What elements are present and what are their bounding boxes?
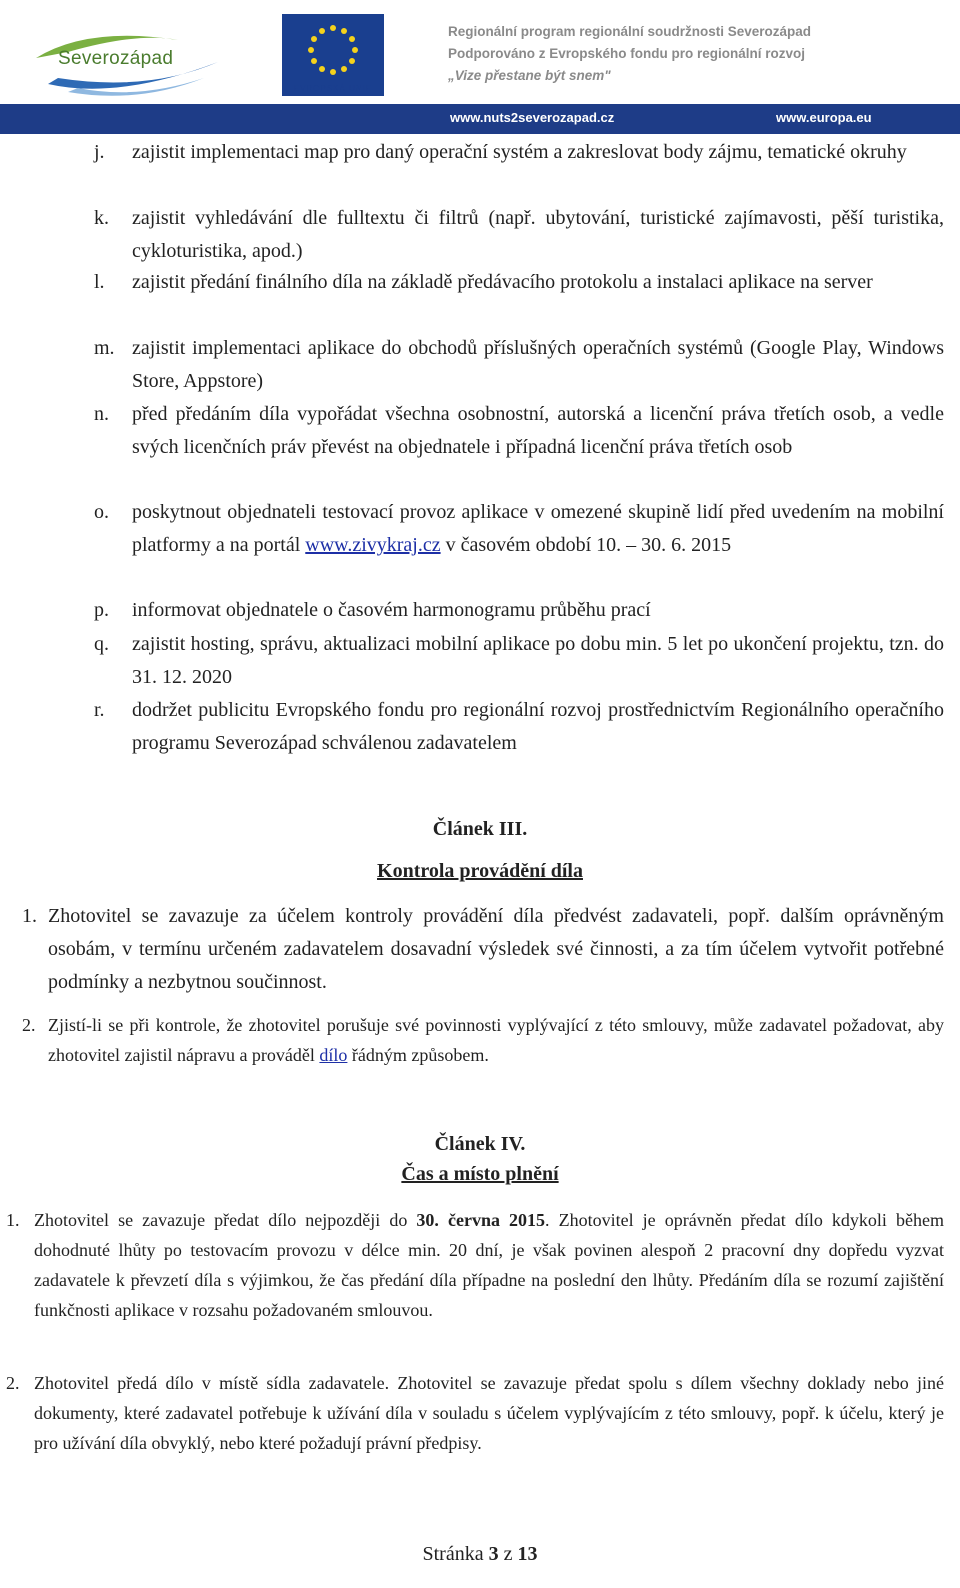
list-text: zajistit vyhledávání dle fulltextu či filtrů (např. ubytování, turistické zajímavosti, pěší turistika, cykloturistika, apod.) <box>132 207 944 262</box>
total-pages: 13 <box>517 1543 538 1565</box>
fund-name: Podporováno z Evropského fondu pro regionální rozvoj <box>448 46 806 61</box>
list-text: zajistit implementaci aplikace do obchodů příslušných operačních systémů (Google Play, Windows Store, Appstore) <box>132 337 944 392</box>
list-item <box>94 694 944 760</box>
list-label: n. <box>94 403 109 425</box>
article-4-subtitle <box>0 1163 960 1186</box>
footer-prefix: Stránka <box>422 1543 489 1565</box>
para-label: 2. <box>22 1015 36 1035</box>
para-text-part: Zjistí-li se při kontrole, že zhotovitel porušuje své povinnosti vyplývající z této smlouvy, může zadavatel požadovat, aby zhotovitel zajistil nápravu a prováděl <box>48 1015 944 1065</box>
list-item <box>94 594 944 627</box>
zivykraj-link[interactable]: www.zivykraj.cz <box>305 534 441 556</box>
list-item <box>94 398 944 464</box>
article-4-subtitle-text: Čas a místo plnění <box>401 1163 559 1185</box>
list-item <box>94 266 944 299</box>
para-text: Zhotovitel předá dílo v místě sídla zadavatele. Zhotovitel se zavazuje předat spolu s dílem všechny doklady nebo jiné dokumenty, které zadavatel potřebuje k užívání díla v souladu s účelem vyplývajícím z této smlouvy, popř. k účelu, který je pro užívání díla obvyklý, nebo které požadují právní předpisy. <box>34 1373 944 1453</box>
list-label: p. <box>94 599 109 621</box>
article-3-para-2 <box>22 1010 944 1070</box>
article-3-title: Článek III. <box>432 818 528 840</box>
list-item <box>94 202 944 268</box>
list-label: m. <box>94 337 115 359</box>
logo-text: Severozápad <box>58 48 174 69</box>
list-text <box>132 496 944 562</box>
slogan: „Vize přestane být snem" <box>448 68 611 83</box>
para-label: 1. <box>6 1210 20 1230</box>
para-text <box>48 1010 944 1070</box>
para-text: Zhotovitel se zavazuje za účelem kontroly provádění díla předvést zadavateli, popř. dalším oprávněným osobám, v termínu určeném zadavatelem dosavadní výsledek své činnosti, a za tím účelem vytvořit potřebné podmínky a nezbytnou součinnost. <box>48 905 944 993</box>
para-label: 2. <box>6 1373 20 1393</box>
para-text-part: řádným způsobem. <box>347 1045 489 1065</box>
list-text: zajistit předání finálního díla na základě předávacího protokolu a instalaci aplikace na server <box>132 271 873 293</box>
nuts2-url[interactable]: www.nuts2severozapad.cz <box>450 110 615 125</box>
list-text: zajistit implementaci map pro daný operační systém a zakreslovat body zájmu, tematické okruhy <box>132 141 907 163</box>
current-page: 3 <box>488 1543 499 1565</box>
list-label: q. <box>94 633 109 655</box>
article-3-subtitle-text: Kontrola provádění díla <box>377 860 583 882</box>
article-4-title: Článek IV. <box>434 1133 526 1155</box>
europa-url[interactable]: www.europa.eu <box>776 110 872 125</box>
list-text: informovat objednatele o časovém harmonogramu průběhu prací <box>132 599 651 621</box>
list-text-part: v časovém období 10. – 30. 6. 2015 <box>440 534 732 556</box>
list-item <box>94 628 944 694</box>
list-label: o. <box>94 501 109 523</box>
para-text-part: Zhotovitel se zavazuje předat dílo nejpozději do <box>34 1210 417 1230</box>
list-label: l. <box>94 271 105 293</box>
para-text <box>34 1205 944 1325</box>
list-item <box>94 496 944 562</box>
footer-mid: z <box>498 1543 518 1565</box>
article-3-subtitle <box>0 860 960 883</box>
list-text: dodržet publicitu Evropského fondu pro regionální rozvoj prostřednictvím Regionálního operačního programu Severozápad schválenou zadavatelem <box>132 699 944 754</box>
list-label: j. <box>94 141 105 163</box>
list-text: před předáním díla vypořádat všechna osobnostní, autorská a licenční práva třetích osob, a vedle svých licenčních práv převést na objednatele i případná licenční práva třetích osob <box>132 403 944 458</box>
list-item <box>94 332 944 398</box>
article-3-para-1 <box>22 900 944 999</box>
header-banner <box>0 0 960 134</box>
list-item <box>94 136 944 169</box>
para-label: 1. <box>22 905 37 927</box>
page-footer <box>0 1543 960 1566</box>
list-text: zajistit hosting, správu, aktualizaci mobilní aplikace po dobu min. 5 let po ukončení projektu, tzn. do 31. 12. 2020 <box>132 633 944 688</box>
article-4-para-1 <box>6 1205 944 1325</box>
program-name: Regionální program regionální soudržnosti Severozápad <box>448 24 812 39</box>
para-text-part: . Zhotovitel je oprávněn předat dílo kdykoli během dohodnuté lhůty po testovacím provozu v délce min. 20 dní, je však povinen alespoň 2 pracovní dny dopředu vyzvat zadavatele k převzetí díla s výjimkou, že čas předání díla případne na poslední den lhůty. Předáním díla se rozumí zajištění funkčnosti aplikace v rozsahu požadovaném smlouvou. <box>34 1210 944 1320</box>
eu-label: EVROPSKÁ UNIE <box>293 84 373 93</box>
list-label: k. <box>94 207 109 229</box>
dilo-link[interactable]: dílo <box>319 1045 348 1065</box>
deadline-date: 30. června 2015 <box>416 1210 546 1230</box>
list-text-part: poskytnout objednateli testovací provoz aplikace v omezené skupině lidí před uvedením na mobilní platformy a na portál <box>132 501 944 556</box>
list-label: r. <box>94 699 105 721</box>
article-4-para-2 <box>6 1368 944 1458</box>
